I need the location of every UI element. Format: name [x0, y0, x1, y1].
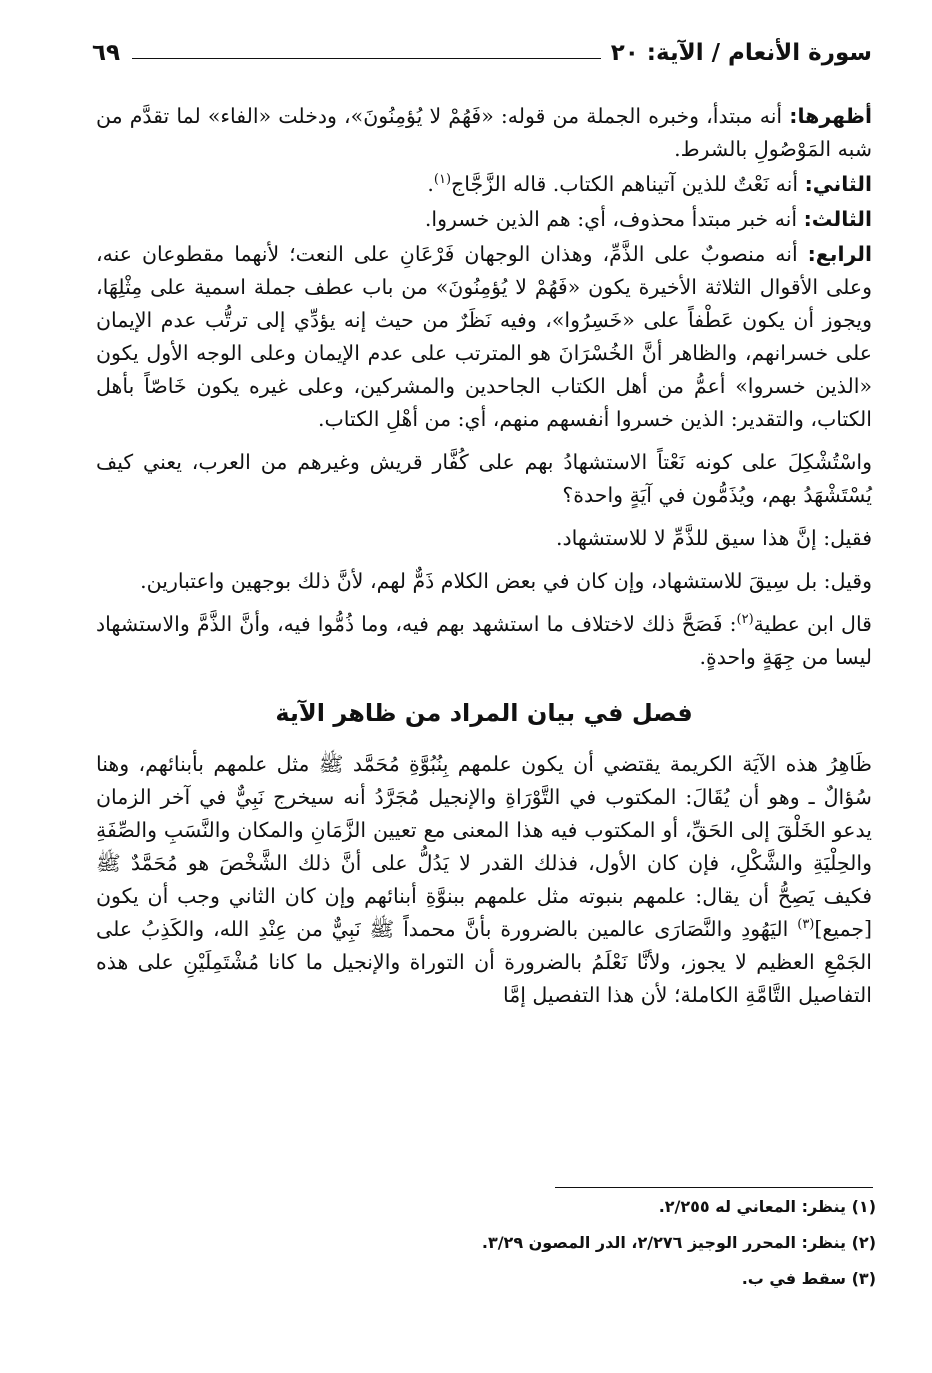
paragraph-label: الثاني:	[804, 172, 872, 196]
paragraph-first-reading	[96, 100, 872, 166]
footnote-ref-1[interactable]: (١)	[433, 172, 452, 188]
paragraph-text: ظَاهِرُ هذه الآيَة الكريمة يقتضي أن يكون علمهم بِنُبُوَّةِ مُحَمَّد ﷺ مثل علمهم بأبنائهم، وهنا سُؤالٌ ـ وهو أن يُقَالَ: المكتوب في التَّوْرَاةِ والإنجيل مُجَرَّدُ أنه سيخرج نَبِيٌّ في آخر الزمان يدعو الخَلْقَ إلى الحَقِّ، أو المكتوب فيه هذا المعنى مع تعيين الزَّمَانِ والمكان والنَّسَبِ والصِّفَةِ والحِلْيَةِ والشَّكْلِ، فإن كان الأول، فذلك القدر لا يَدُلُّ على أنَّ ذلك الشَّخْصَ هو مُحَمَّدٌ ﷺ فكيف يَصِحُّ أن يقال: علمهم بنبوته مثل علمهم ببنوَّةِ أبنائهم وإن كان الثاني وجب أن يكون [جميع]	[96, 752, 872, 941]
paragraph-text: وقيل: بل سِيقَ للاستشهاد، وإن كان في بعض الكلام ذَمٌّ لهم، لأنَّ ذلك بوجهين واعتبارين.	[140, 569, 872, 593]
footnotes	[300, 1196, 876, 1304]
paragraph-text-continued: اليَهُودِ والنَّصَارَى عالمين بالضرورة بأنَّ محمداً ﷺ نَبِيٌّ من عِنْدِ الله، والكَذِبُ على الجَمْعِ العظيم لا يجوز، ولأنَّا نَعْلَمُ بالضرورة أن التوراة والإنجيل ما كانا مُشْتَمِلَيْنِ على هذه التفاصيل التَّامَّةِ الكاملة؛ لأن هذا التفصيل إمَّا	[96, 917, 872, 1007]
header-rule	[132, 58, 601, 59]
footnote-separator	[555, 1187, 873, 1188]
footnote-ref-3[interactable]: (٣)	[797, 917, 815, 933]
paragraph-label: الثالث:	[803, 207, 872, 231]
footnote-3: (٣) سقط في ب.	[741, 1269, 876, 1288]
paragraph-answer-1	[96, 522, 872, 555]
paragraph-text: فقيل: إنَّ هذا سيق للذَّمِّ لا للاستشهاد.	[555, 526, 872, 550]
paragraph-label: الرابع:	[807, 242, 872, 266]
paragraph-label: أظهرها:	[789, 104, 872, 128]
footnote-1: (١) ينظر: المعاني له ٢/٢٥٥.	[658, 1197, 876, 1216]
page-body	[96, 100, 872, 1017]
paragraph-text: أنه مبتدأ، وخبره الجملة من قوله: «فَهُمْ لا يُؤمِنُونَ»، ودخلت «الفاء» لما تقدَّم من شبه المَوْصُولِ بالشرط.	[96, 104, 872, 161]
running-title: سورة الأنعام / الآية: ٢٠	[610, 40, 872, 66]
paragraph-text: أنه خبر مبتدأ محذوف، أي: هم الذين خسروا.	[424, 207, 804, 231]
page-number: ٦٩	[92, 40, 121, 66]
paragraph-text: قال ابن عطية	[753, 612, 872, 636]
section-heading: فصل في بيان المراد من ظاهر الآية	[275, 699, 693, 727]
paragraph-ibn-atiyya	[96, 608, 872, 674]
footnote-2: (٢) ينظر: المحرر الوجيز ٢/٢٧٦، الدر المصون ٣/٢٩.	[481, 1233, 876, 1252]
page-header	[92, 32, 872, 68]
footnote-ref-2[interactable]: (٢)	[736, 612, 754, 628]
paragraph-tail: : فَصَحَّ ذلك لاختلاف ما استشهد بهم فيه، وما ذُمُّوا فيه، وأنَّ الذَّمَّ والاستشهاد ليسا من جِهَةٍ واحدةٍ.	[96, 612, 872, 669]
paragraph-text: واسْتُشْكِلَ على كونه نَعْتاً الاستشهادُ بهم على كُفَّار قريش وغيرهم من العرب، يعني كيف يُسْتَشْهَدُ بهم، ويُذَمُّون في آيَةٍ واحدة؟	[96, 450, 872, 507]
paragraph-text: أنه منصوبٌ على الذَّمِّ، وهذان الوجهان فَرْعَانِ على النعت؛ لأنهما مقطوعان عنه، وعلى الأقوال الثلاثة الأخيرة يكون «فَهُمْ لا يُؤمِنُونَ» من باب عطف جملة اسمية على مِثْلِهَا، ويجوز أن يكون عَطْفاً على «خَسِرُوا»، وفيه نَظَرٌ من حيث إنه يؤدِّي إلى ترتُّب عدم الإيمان على خسرانهم، والظاهر أنَّ الخُسْرَانَ هو المترتب على عدم الإيمان وعلى الوجه الأول يكون «الذين خسروا» أعمُّ من أهل الكتاب الجاحدين والمشركين، وعلى غيره يكون خَاصّاً بأهل الكتاب، والتقدير: الذين خسروا أنفسهم منهم، أي: من أهْلِ الكتاب.	[96, 242, 872, 431]
paragraph-objection	[96, 446, 872, 512]
section-paragraph	[96, 748, 872, 1012]
paragraph-second-reading	[96, 168, 872, 201]
paragraph-third-reading	[96, 203, 872, 236]
paragraph-answer-2	[96, 565, 872, 598]
paragraph-fourth-reading	[96, 238, 872, 436]
paragraph-tail: .	[427, 172, 434, 196]
paragraph-text: أنه نَعْتٌ للذين آتيناهم الكتاب. قاله الزَّجَّاج	[451, 172, 805, 196]
